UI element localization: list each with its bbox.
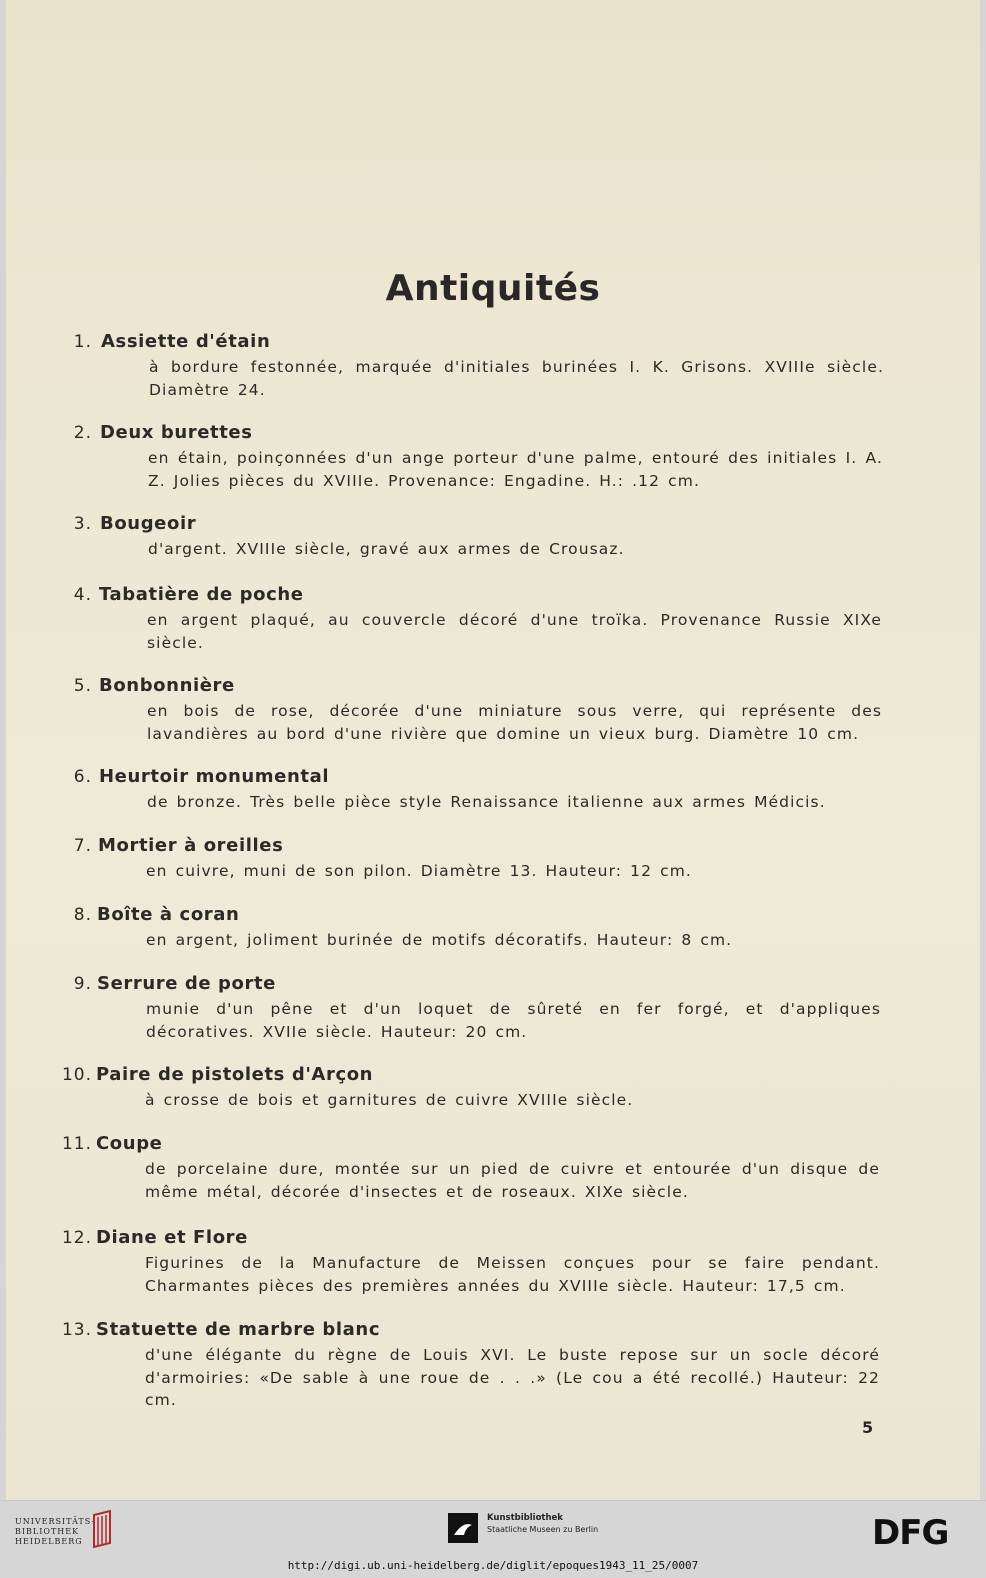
item-name: Serrure de porte (97, 973, 276, 994)
item-description: en cuivre, muni de son pilon. Diamètre 13. Hauteur: 12 cm. (146, 862, 692, 880)
item-description: d'une élégante du règne de Louis XVI. Le buste repose sur un socle décoré d'armoiries: «De sable à une roue de . . .» (Le cou a été recollé.) Hauteur: 22 cm. (145, 1346, 880, 1409)
document-page (6, 0, 980, 1506)
item-number: 6. (73, 767, 92, 787)
item-description: en bois de rose, décorée d'une miniature sous verre, qui représente des lavandières au bord d'une rivière que domine un vieux burg. Diamètre 10 cm. (147, 702, 882, 743)
kunstbibliothek-logo-icon (448, 1513, 478, 1543)
university-library-label (15, 1517, 95, 1547)
item-number: 1. (73, 332, 92, 352)
item-name: Mortier à oreilles (98, 835, 284, 856)
item-description: de porcelaine dure, montée sur un pied de cuivre et entourée d'un disque de même métal, décorée d'insectes et de roseaux. XIXe siècle. (145, 1160, 880, 1201)
item-number: 3. (73, 514, 92, 534)
item-description: de bronze. Très belle pièce style Renaissance italienne aux armes Médicis. (147, 793, 826, 811)
university-line: BIBLIOTHEK (15, 1527, 80, 1536)
item-name: Deux burettes (100, 422, 253, 443)
item-name: Statuette de marbre blanc (96, 1319, 381, 1340)
item-description: en argent plaqué, au couvercle décoré d'une troïka. Provenance Russie XIXe siècle. (147, 611, 882, 652)
item-number: 12. (61, 1228, 92, 1248)
item-description: en argent, joliment burinée de motifs décoratifs. Hauteur: 8 cm. (146, 931, 733, 949)
kb-title: Kunstbibliothek (487, 1513, 563, 1523)
item-description: Figurines de la Manufacture de Meissen conçues pour se faire pendant. Charmantes pièces des premières années du XVIIIe siècle. Hauteur: 17,5 cm. (145, 1254, 880, 1295)
item-name: Tabatière de poche (99, 584, 304, 605)
item-number: 10. (61, 1065, 92, 1085)
university-line: UNIVERSITÄTS- (15, 1517, 96, 1526)
page-number: 5 (862, 1418, 874, 1437)
kb-subtitle: Staatliche Museen zu Berlin (487, 1525, 599, 1534)
item-number: 11. (61, 1134, 92, 1154)
item-number: 9. (73, 974, 92, 994)
kunstbibliothek-label (487, 1512, 598, 1536)
item-name: Diane et Flore (96, 1227, 248, 1248)
item-description: munie d'un pêne et d'un loquet de sûreté en fer forgé, et d'appliques décoratives. XVIIe siècle. Hauteur: 20 cm. (146, 1000, 881, 1041)
item-name: Bonbonnière (99, 675, 235, 696)
item-description: d'argent. XVIIIe siècle, gravé aux armes de Crousaz. (148, 540, 625, 558)
document-url[interactable]: http://digi.ub.uni-heidelberg.de/diglit/epoques1943_11_25/0007 (287, 1559, 699, 1572)
item-number: 8. (73, 905, 92, 925)
item-description: à bordure festonnée, marquée d'initiales burinées I. K. Grisons. XVIIIe siècle. Diamètre 24. (149, 358, 884, 399)
item-number: 2. (73, 423, 92, 443)
item-description: à crosse de bois et garnitures de cuivre XVIIIe siècle. (145, 1091, 634, 1109)
item-number: 13. (61, 1320, 92, 1340)
item-number: 5. (73, 676, 92, 696)
university-logo-icon (88, 1509, 118, 1551)
item-name: Coupe (96, 1133, 163, 1154)
item-description: en étain, poinçonnées d'un ange porteur d'une palme, entouré des initiales I. A. Z. Jolies pièces du XVIIIe. Provenance: Engadine. H.: .12 cm. (148, 449, 883, 490)
university-line: HEIDELBERG (15, 1537, 83, 1546)
item-name: Heurtoir monumental (99, 766, 330, 787)
item-name: Paire de pistolets d'Arçon (96, 1064, 374, 1085)
item-name: Assiette d'étain (101, 331, 271, 352)
item-name: Bougeoir (100, 513, 197, 534)
page-title: Antiquités (385, 268, 601, 309)
dfg-logo: DFG (872, 1513, 949, 1553)
item-number: 4. (73, 585, 92, 605)
item-name: Boîte à coran (97, 904, 240, 925)
item-number: 7. (73, 836, 92, 856)
